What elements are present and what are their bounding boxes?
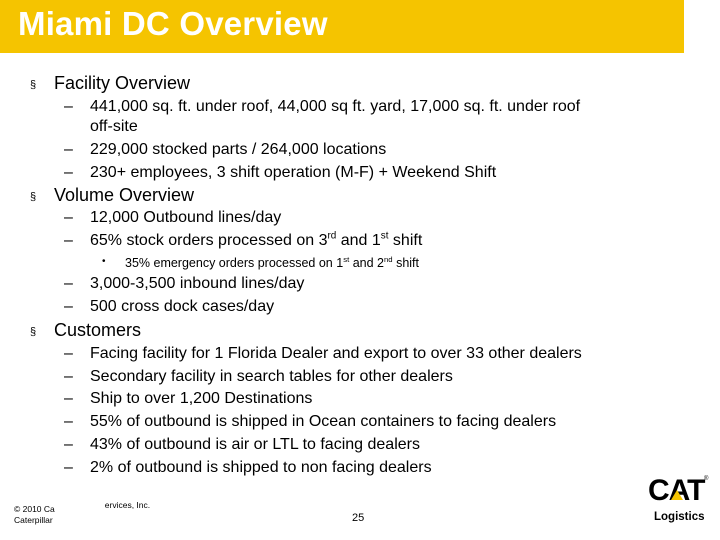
logo-cat-text: CAT xyxy=(648,474,705,507)
dash-marker: – xyxy=(64,345,73,362)
customers-item-2: Secondary facility in search tables for other dealers xyxy=(90,368,453,385)
logo-triangle-icon xyxy=(671,490,683,500)
volume-subitem-1-mid: and 2 xyxy=(349,256,384,270)
volume-subitem-1-pre: 35% emergency orders processed on 1 xyxy=(125,256,344,270)
volume-subitem-1-sup2: nd xyxy=(383,254,393,264)
dash-marker: – xyxy=(64,436,73,453)
copyright-line-2: Caterpillar xyxy=(14,515,53,525)
volume-subitem-1-post: shift xyxy=(392,256,420,270)
logo-registered-mark: ® xyxy=(704,476,709,482)
dash-marker: – xyxy=(64,98,73,115)
volume-item-2-sup1: rd xyxy=(327,230,337,242)
dash-marker: – xyxy=(64,209,73,226)
volume-item-2-pre: 65% stock orders processed on 3 xyxy=(90,232,328,249)
section-bullet: § xyxy=(30,326,37,338)
customers-heading: Customers xyxy=(54,320,142,340)
dash-marker: – xyxy=(64,232,73,249)
volume-item-2 xyxy=(90,231,422,251)
volume-item-2-sup2: st xyxy=(380,230,389,242)
volume-subitem-1 xyxy=(125,255,419,271)
customers-item-4: 55% of outbound is shipped in Ocean containers to facing dealers xyxy=(90,413,557,430)
copyright-footer xyxy=(14,500,151,526)
volume-heading: Volume Overview xyxy=(54,185,195,205)
dash-marker: – xyxy=(64,413,73,430)
title-bar xyxy=(0,0,684,53)
facility-item-3: 230+ employees, 3 shift operation (M-F) + Weekend Shift xyxy=(90,164,497,181)
dash-marker: – xyxy=(64,298,73,315)
logo-logistics-text: Logistics xyxy=(654,511,705,523)
copyright-line-1a: © 2010 Ca xyxy=(14,504,55,514)
volume-item-2-post: shift xyxy=(388,232,423,249)
copyright-line-1b: ervices, Inc. xyxy=(104,500,151,510)
volume-subitem-1-sup1: st xyxy=(343,254,350,264)
facility-item-1: 441,000 sq. ft. under roof, 44,000 sq ft. yard, 17,000 sq. ft. under roof xyxy=(90,98,581,115)
slide-title: Miami DC Overview xyxy=(18,5,328,42)
customers-item-6: 2% of outbound is shipped to non facing dealers xyxy=(90,459,432,476)
page-number: 25 xyxy=(352,512,365,524)
volume-item-1: 12,000 Outbound lines/day xyxy=(90,209,282,226)
facility-item-2: 229,000 stocked parts / 264,000 locations xyxy=(90,141,387,158)
dash-marker: – xyxy=(64,390,73,407)
dash-marker: – xyxy=(64,275,73,292)
volume-item-2-mid: and 1 xyxy=(336,232,381,249)
facility-item-1-cont: off-site xyxy=(90,118,138,135)
facility-heading: Facility Overview xyxy=(54,73,191,93)
dash-marker: – xyxy=(64,164,73,181)
section-bullet: § xyxy=(30,191,37,203)
volume-item-4: 500 cross dock cases/day xyxy=(90,298,275,315)
dash-marker: – xyxy=(64,141,73,158)
dash-marker: – xyxy=(64,459,73,476)
customers-item-5: 43% of outbound is air or LTL to facing dealers xyxy=(90,436,420,453)
customers-item-1: Facing facility for 1 Florida Dealer and export to over 33 other dealers xyxy=(90,345,582,362)
volume-item-3: 3,000-3,500 inbound lines/day xyxy=(90,275,305,292)
cat-logistics-logo xyxy=(648,474,710,528)
dash-marker: – xyxy=(64,368,73,385)
customers-item-3: Ship to over 1,200 Destinations xyxy=(90,390,313,407)
section-bullet: § xyxy=(30,79,37,91)
sub-bullet: • xyxy=(102,256,106,267)
